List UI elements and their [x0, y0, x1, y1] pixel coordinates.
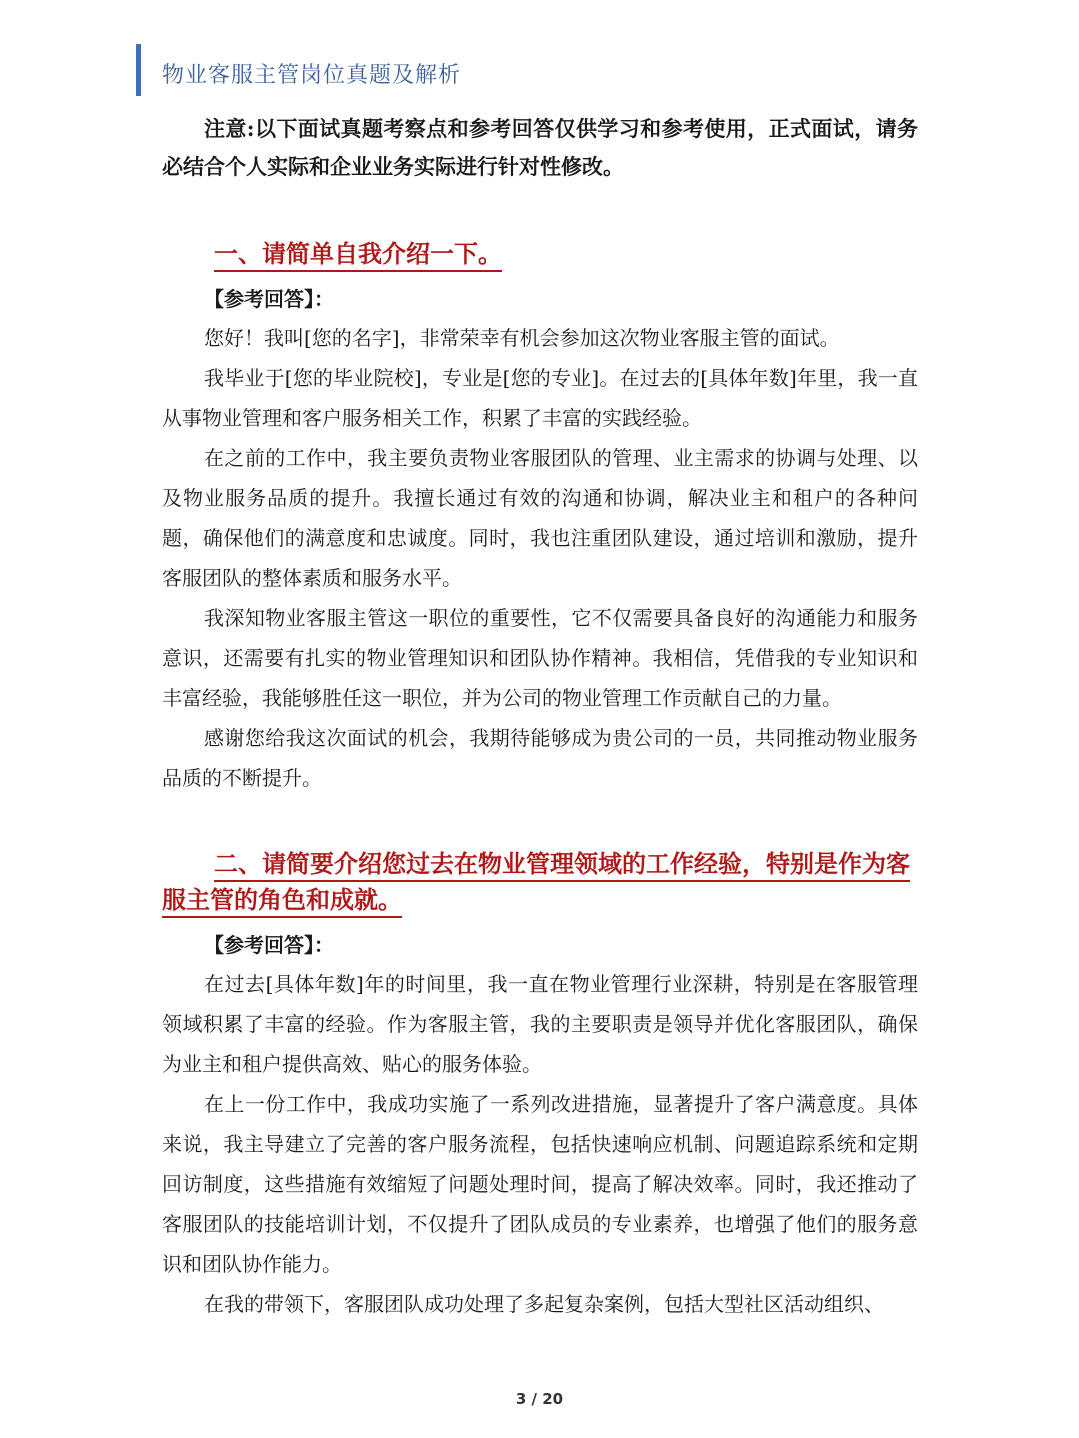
section-1-paragraph: 感谢您给我这次面试的机会，我期待能够成为贵公司的一员，共同推动物业服务品质的不断提升。: [162, 726, 918, 790]
section-2-title: 二、请简要介绍您过去在物业管理领域的工作经验，特别是作为客服主管的角色和成就。: [162, 846, 918, 918]
section-1-paragraph: 我毕业于[您的毕业院校]，专业是[您的专业]。在过去的[具体年数]年里，我一直从事物业管理和客户服务相关工作，积累了丰富的实践经验。: [162, 366, 918, 430]
section-2-paragraph: 在过去[具体年数]年的时间里，我一直在物业管理行业深耕，特别是在客服管理领域积累了丰富的经验。作为客服主管，我的主要职责是领导并优化客服团队，确保为业主和租户提供高效、贴心的服务体验。: [162, 972, 918, 1076]
section-2-ref-label: 【参考回答】：: [204, 933, 334, 957]
section-2-paragraph: 在上一份工作中，我成功实施了一系列改进措施，显著提升了客户满意度。具体来说，我主导建立了完善的客户服务流程，包括快速响应机制、问题追踪系统和定期回访制度，这些措施有效缩短了问题处理时间，提高了解决效率。同时，我还推动了客服团队的技能培训计划，不仅提升了团队成员的专业素养，也增强了他们的服务意识和团队协作能力。: [162, 1092, 918, 1276]
section-1-paragraph: 您好！我叫[您的名字]，非常荣幸有机会参加这次物业客服主管的面试。: [204, 326, 840, 350]
notice-text: 注意:以下面试真题考察点和参考回答仅供学习和参考使用，正式面试，请务必结合个人实际和企业业务实际进行针对性修改。: [162, 116, 918, 179]
section-1-title: 一、请简单自我介绍一下。: [162, 236, 918, 272]
header-accent-bar: [136, 44, 141, 96]
document-header-title: 物业客服主管岗位真题及解析: [162, 63, 462, 88]
section-1-paragraph: 在之前的工作中，我主要负责物业客服团队的管理、业主需求的协调与处理、以及物业服务品质的提升。我擅长通过有效的沟通和协调，解决业主和租户的各种问题，确保他们的满意度和忠诚度。同时，我也注重团队建设，通过培训和激励，提升客服团队的整体素质和服务水平。: [162, 446, 918, 590]
section-1-ref-label: 【参考回答】：: [204, 287, 334, 311]
section-1-paragraph: 我深知物业客服主管这一职位的重要性，它不仅需要具备良好的沟通能力和服务意识，还需要有扎实的物业管理知识和团队协作精神。我相信，凭借我的专业知识和丰富经验，我能够胜任这一职位，并为公司的物业管理工作贡献自己的力量。: [162, 606, 918, 710]
page-indicator: 3 / 20: [515, 1390, 564, 1408]
document-body: [162, 110, 918, 1324]
section-2-paragraph: 在我的带领下，客服团队成功处理了多起复杂案例，包括大型社区活动组织、: [204, 1292, 884, 1316]
